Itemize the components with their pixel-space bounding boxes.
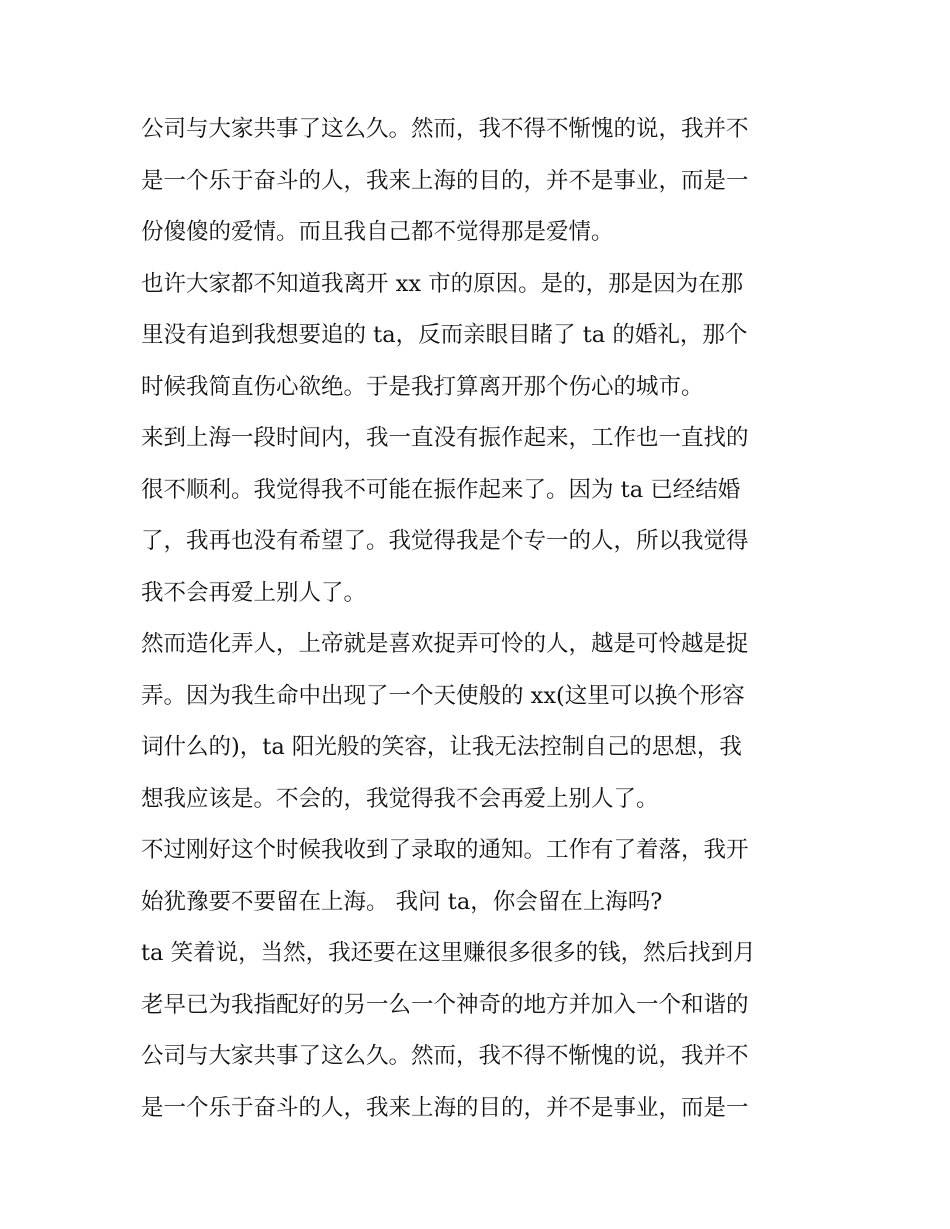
text-line: 弄。因为我生命中出现了一个天使般的 xx(这里可以换个形容 bbox=[141, 682, 745, 709]
text-line: 词什么的)，ta 阳光般的笑容，让我无法控制自己的思想，我 bbox=[141, 734, 742, 760]
text-line: 份傻傻的爱情。而且我自己都不觉得那是爱情。 bbox=[141, 219, 614, 245]
text-line: 里没有追到我想要追的 ta，反而亲眼目睹了 ta 的婚礼，那个 bbox=[141, 322, 748, 348]
text-line: 不过刚好这个时候我收到了录取的通知。工作有了着落，我开 bbox=[141, 837, 749, 863]
text-line: ta 笑着说，当然，我还要在这里赚很多很多的钱，然后找到月 bbox=[141, 940, 756, 966]
text-line: 是一个乐于奋斗的人，我来上海的目的，并不是事业，而是一 bbox=[141, 1094, 749, 1121]
text-line: 也许大家都不知道我离开 xx 市的原因。是的，那是因为在那 bbox=[141, 270, 744, 297]
text-line: 公司与大家共事了这么久。然而，我不得不惭愧的说，我并不 bbox=[141, 1043, 749, 1069]
text-line: 很不顺利。我觉得我不可能在振作起来了。因为 ta 已经结婚 bbox=[141, 476, 741, 503]
text-line: 了，我再也没有希望了。我觉得我是个专一的人，所以我觉得 bbox=[141, 528, 749, 554]
text-line: 来到上海一段时间内，我一直没有振作起来，工作也一直找的 bbox=[141, 425, 749, 451]
document-body bbox=[141, 104, 841, 1134]
text-line: 然而造化弄人，上帝就是喜欢捉弄可怜的人，越是可怜越是捉 bbox=[141, 631, 749, 657]
text-line: 想我应该是。不会的，我觉得我不会再爱上别人了。 bbox=[141, 785, 659, 812]
text-line: 时候我简直伤心欲绝。于是我打算离开那个伤心的城市。 bbox=[141, 373, 704, 400]
text-line: 是一个乐于奋斗的人，我来上海的目的，并不是事业，而是一 bbox=[141, 167, 749, 194]
text-line: 始犹豫要不要留在上海。 我问 ta，你会留在上海吗? bbox=[141, 888, 663, 915]
text-line: 我不会再爱上别人了。 bbox=[141, 579, 367, 606]
text-line: 老早已为我指配好的另一么一个神奇的地方并加入一个和谐的 bbox=[141, 991, 749, 1018]
text-line: 公司与大家共事了这么久。然而，我不得不惭愧的说，我并不 bbox=[141, 116, 749, 142]
